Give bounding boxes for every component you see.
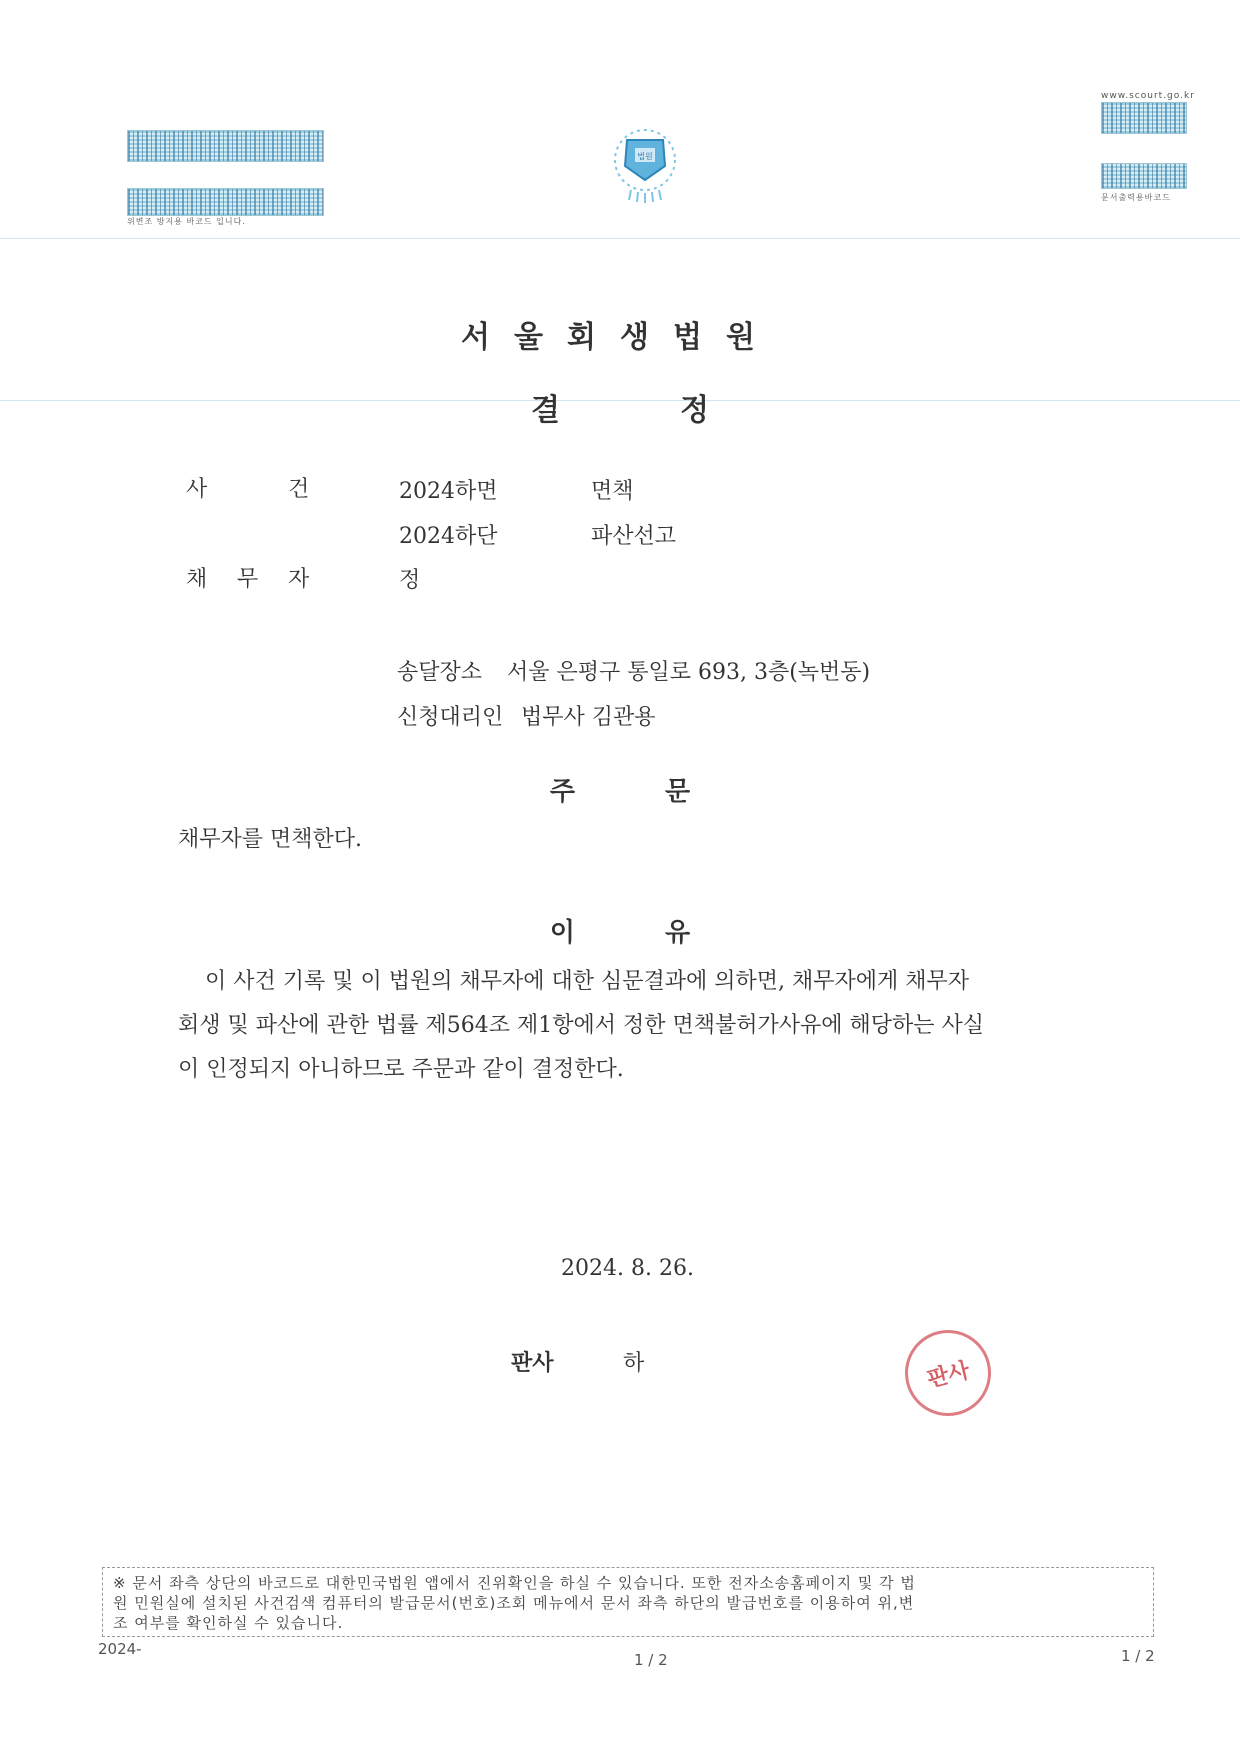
verification-notice xyxy=(102,1567,1154,1637)
order-heading-char-1: 주 xyxy=(549,777,575,807)
debtor-name: 정 xyxy=(399,568,421,593)
court-name: 서울회생법원 xyxy=(461,320,779,355)
delivery-label: 송달장소 xyxy=(397,660,483,685)
reason-heading-char-2: 유 xyxy=(665,918,691,948)
reason-heading xyxy=(0,912,1240,949)
case-label-char-1: 사 xyxy=(186,477,208,502)
left-barcode-caption: 위변조 방지용 바코드 입니다. xyxy=(127,217,246,226)
judge-name: 하 xyxy=(623,1351,645,1376)
forgery-check-barcode-bottom xyxy=(127,188,324,216)
page-number-center: 1 / 2 xyxy=(634,1651,668,1669)
reason-line-3: 이 인정되지 아니하므로 주문과 같이 결정한다. xyxy=(178,1057,624,1082)
reason-line-2: 회생 및 파산에 관한 법률 제564조 제1항에서 정한 면책불허가사유에 해당하는 사실 xyxy=(178,1013,984,1038)
order-text: 채무자를 면책한다. xyxy=(178,827,363,852)
agent-label: 신청대리인 xyxy=(397,705,504,730)
debtor-label-char-1: 채 xyxy=(186,567,208,592)
judge-label: 판사 xyxy=(511,1350,554,1376)
document-title-char-2: 정 xyxy=(680,393,709,428)
court-emblem-icon xyxy=(605,118,685,208)
order-heading-char-2: 문 xyxy=(665,777,691,807)
order-heading xyxy=(0,771,1240,808)
decision-date: 2024. 8. 26. xyxy=(561,1256,694,1281)
document-title xyxy=(0,385,1240,429)
notice-line-2: 원 민원실에 설치된 사건검색 컴퓨터의 발급문서(번호)조회 메뉴에서 문서 좌측 하단의 발급번호를 이용하여 위,변 xyxy=(113,1594,915,1612)
reason-line-1: 이 사건 기록 및 이 법원의 채무자에 대한 심문결과에 의하면, 채무자에게 채무자 xyxy=(205,969,969,994)
output-barcode-bottom xyxy=(1101,163,1187,189)
delivery-address: 서울 은평구 통일로 693, 3층(녹번동) xyxy=(507,660,871,685)
forgery-check-barcode-top xyxy=(127,130,324,162)
case-type-2: 파산선고 xyxy=(591,524,677,549)
document-title-char-1: 결 xyxy=(531,393,560,428)
court-url: www.scourt.go.kr xyxy=(1101,91,1195,101)
header-divider xyxy=(0,238,1240,239)
debtor-label-char-3: 자 xyxy=(288,567,310,592)
judge-seal: 판사 xyxy=(896,1321,1000,1425)
right-barcode-caption: 문서출력용바코드 xyxy=(1101,193,1171,202)
case-type-1: 면책 xyxy=(591,479,634,504)
case-number-1: 2024하면 xyxy=(399,479,498,504)
notice-line-3: 조 여부를 확인하실 수 있습니다. xyxy=(113,1614,344,1632)
emblem-text: 법원 xyxy=(637,152,653,161)
case-label-char-2: 건 xyxy=(288,477,310,502)
case-number-2: 2024하단 xyxy=(399,524,498,549)
output-barcode-top xyxy=(1101,102,1187,134)
reason-heading-char-1: 이 xyxy=(549,918,575,948)
issue-number: 2024- xyxy=(98,1640,142,1658)
notice-line-1: ※ 문서 좌측 상단의 바코드로 대한민국법원 앱에서 진위확인을 하실 수 있습니다. 또한 전자소송홈페이지 및 각 법 xyxy=(113,1574,916,1592)
debtor-label-char-2: 무 xyxy=(237,567,259,592)
page-number-right: 1 / 2 xyxy=(1121,1647,1155,1665)
agent-name: 법무사 김관용 xyxy=(521,705,656,730)
